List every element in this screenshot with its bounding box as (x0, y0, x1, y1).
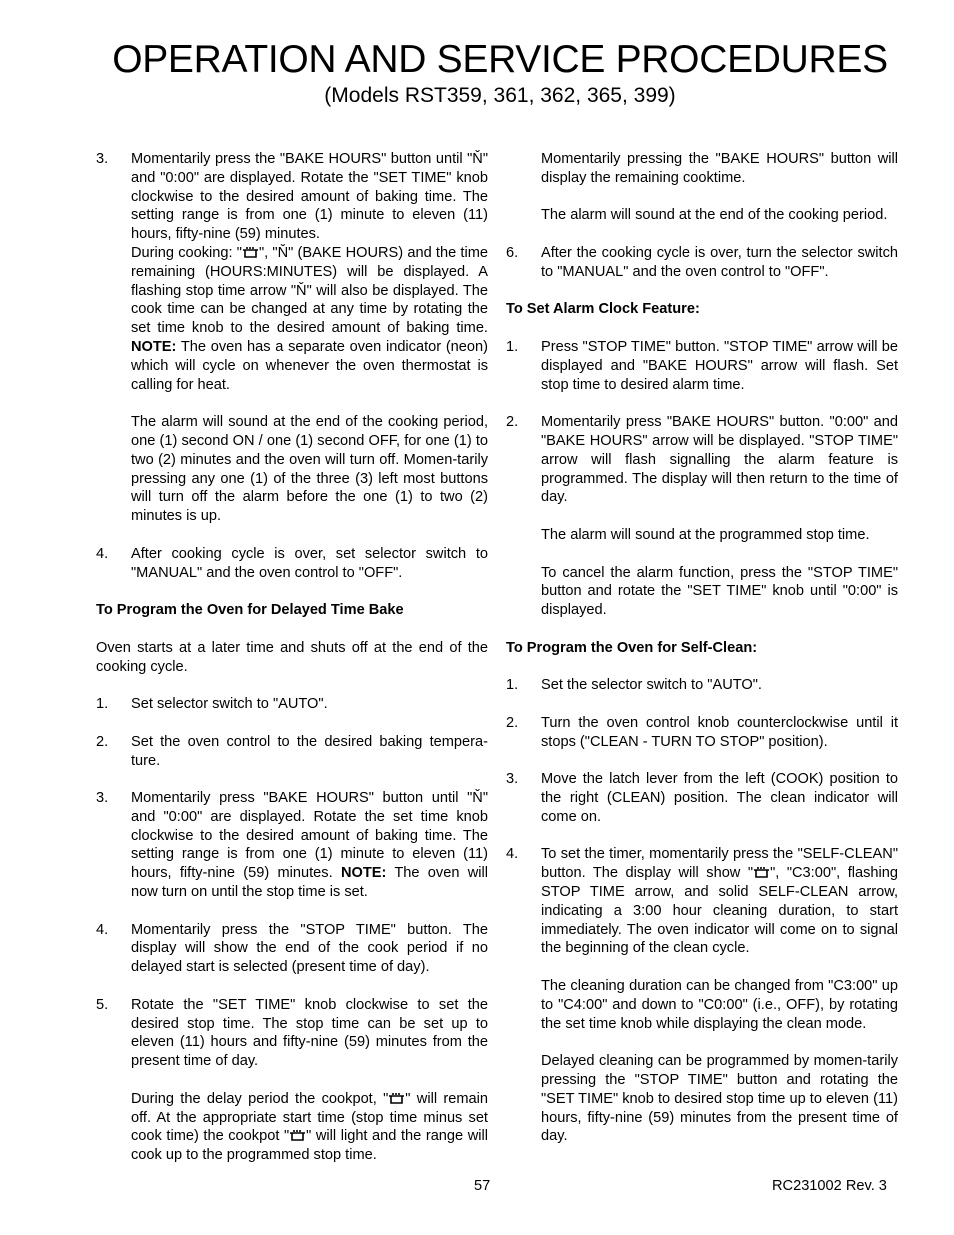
delayed-intro: Oven starts at a later time and shuts off at the end of the cooking cycle. (96, 639, 488, 675)
step-number: 4. (506, 846, 519, 863)
text: To set the timer, momentarily press the "SELF-CLEAN" button. The display will show " (541, 846, 898, 882)
text: During the delay period the cookpot, " (131, 1090, 389, 1107)
clean-step-4 (506, 845, 898, 1146)
revision-code: RC231002 Rev. 3 (772, 1178, 887, 1194)
arrow-symbol: Ň (472, 790, 483, 807)
step-text: Rotate the "SET TIME" knob clockwise to set the desired stop time. The stop time can be set up to eleven (11) hours and fifty-nine (59) minutes from the present time of day. (131, 996, 488, 1070)
arrow-symbol: Ň (277, 244, 289, 261)
step-text: Set the selector switch to "AUTO". (541, 677, 762, 694)
alarm-step-1 (506, 338, 898, 394)
step-text: Delayed cleaning can be programmed by momen-tarily pressing the "STOP TIME" button and rotating the "SET TIME" knob to desired stop time up to eleven (11) hours, fifty-nine (59) minutes from the present time of day. (541, 1053, 898, 1145)
step-text (131, 1090, 488, 1165)
step-text: Set selector switch to "AUTO". (131, 696, 328, 713)
step-number: 1. (506, 677, 519, 694)
cookpot-icon (388, 1092, 405, 1105)
step-3 (96, 150, 488, 526)
step-number: 1. (506, 338, 519, 355)
step-number: 3. (96, 151, 109, 167)
continued-text: The alarm will sound at the end of the cooking period. (541, 207, 888, 224)
arrow-symbol: Ň (296, 282, 307, 299)
step-number: 6. (506, 244, 519, 261)
clean-step-1 (506, 676, 898, 695)
step-number: 2. (506, 714, 519, 731)
step-number: 1. (96, 696, 109, 713)
section-heading-alarm: To Set Alarm Clock Feature: (506, 301, 700, 318)
delayed-step-1 (96, 695, 488, 714)
step-number: 2. (506, 414, 519, 431)
page-subtitle: (Models RST359, 361, 362, 365, 399) (324, 84, 676, 107)
section-heading-delayed-bake: To Program the Oven for Delayed Time Bake (96, 602, 404, 619)
text: During cooking: " (131, 244, 242, 261)
section-heading-self-clean: To Program the Oven for Self-Clean: (506, 639, 758, 656)
step-4 (96, 545, 488, 583)
step-text: To cancel the alarm function, press the "STOP TIME" button and rotate the "SET TIME" knob until "0:00" is displayed. (541, 564, 898, 619)
delayed-step-4 (96, 921, 488, 977)
step-text: The alarm will sound at the programmed stop time. (541, 526, 870, 543)
text: " and "0:00" are displayed. Rotate the "SET TIME" knob clockwise to the desired amount of baking time. The setting range is from one (1) minute to eleven (11) hours, fifty-nine (59) minutes. (131, 151, 488, 243)
text: " will also be displayed. The cook time can be changed at any time by rotating the set time knob to the desired amount of baking time. (131, 282, 488, 337)
text: ", " (258, 244, 278, 261)
note-label: NOTE: (340, 865, 387, 882)
text: The oven will now turn on until the stop time is set. (131, 865, 488, 901)
arrow-symbol: Ň (472, 151, 483, 167)
page-title: OPERATION AND SERVICE PROCEDURES (112, 38, 888, 81)
cookpot-icon (242, 246, 259, 259)
step-number: 3. (96, 790, 109, 807)
text: " will remain off. At the appropriate start time (stop time minus set cook time) the cookpot " (131, 1090, 488, 1145)
text: " (BAKE HOURS) and the time remaining (HOURS:MINUTES) will be displayed. A flashing stop time arrow " (131, 244, 488, 299)
text: The oven has a separate oven indicator (neon) which will cycle on whenever the oven thermostat is calling for heat. (131, 338, 489, 393)
text: ", "C3:00", flashing STOP TIME arrow, and solid SELF-CLEAN arrow, indicating a 3:00 hour cleaning duration, to start immediately. The oven indicator will come on to signal the beginning of the clean cycle. (541, 865, 898, 957)
step-text: Momentarily press the "STOP TIME" button. The display will show the end of the cook period if no delayed start is selected (present time of day). (131, 921, 488, 976)
step-text: Set the oven control to the desired baking tempera-ture. (131, 733, 488, 769)
step-number: 2. (96, 733, 109, 750)
text: " and "0:00" are displayed. Rotate the set time knob clockwise to the desired amount of baking time. The setting range is from one (1) minute to eleven (11) hours, fifty-nine (59) minutes. (131, 790, 488, 882)
step-body (541, 845, 898, 1146)
step-text: The cleaning duration can be changed from "C3:00" up to "C4:00" and down to "C0:00" (i.e., OFF), by rotating the set time knob while displaying the clean mode. (541, 978, 898, 1032)
clean-step-3 (506, 770, 898, 826)
step-number: 4. (96, 545, 109, 562)
cookpot-icon (289, 1129, 306, 1142)
step-body (131, 150, 488, 526)
step-text (131, 789, 488, 902)
step-text: Move the latch lever from the left (COOK) position to the right (CLEAN) position. The clean indicator will come on. (541, 771, 898, 825)
left-column (96, 150, 488, 1184)
alarm-text: The alarm will sound at the end of the cooking period, one (1) second ON / one (1) second OFF, for one (1) to two (2) minutes and the oven will turn off. Momen-tarily pressing any one (1) of the three (3) left most buttons will turn off the alarm before the one (1) to two (2) minutes is up. (131, 414, 488, 525)
text: Momentarily press the "BAKE HOURS" button until " (131, 151, 473, 167)
step-text: Momentarily press "BAKE HOURS" button. "0:00" and "BAKE HOURS" arrow will be displayed. "STOP TIME" arrow will flash signalling the alarm feature is programmed. The display will then return to the time of day. (541, 414, 898, 506)
step-text: Press "STOP TIME" button. "STOP TIME" arrow will be displayed and "BAKE HOURS" arrow will flash. Set stop time to desired alarm time. (541, 338, 898, 393)
step-text (541, 845, 898, 958)
step-number: 3. (506, 771, 519, 788)
step-text (131, 150, 488, 394)
step-body (131, 996, 488, 1165)
alarm-step-2 (506, 413, 898, 620)
step-text: Turn the oven control knob counterclockwise until it stops ("CLEAN - TURN TO STOP" position). (541, 714, 898, 750)
step-text: After the cooking cycle is over, turn the selector switch to "MANUAL" and the oven control to "OFF". (541, 244, 898, 280)
delayed-step-3 (96, 789, 488, 902)
right-column (506, 150, 898, 1165)
continued-text: Momentarily pressing the "BAKE HOURS" button will display the remaining cooktime. (541, 151, 898, 186)
clean-step-2 (506, 714, 898, 752)
cookpot-icon (753, 866, 770, 879)
delayed-step-5 (96, 996, 488, 1165)
page-number: 57 (474, 1178, 491, 1194)
step-number: 4. (96, 921, 109, 938)
step-text: After cooking cycle is over, set selector switch to "MANUAL" and the oven control to "OFF". (131, 545, 488, 581)
delayed-step-2 (96, 733, 488, 771)
step-6 (506, 244, 898, 282)
text: " will light and the range will cook up to the programmed stop time. (131, 1128, 488, 1164)
text: Momentarily press "BAKE HOURS" button until " (131, 790, 473, 807)
note-label: NOTE: (131, 338, 177, 355)
step-body (541, 413, 898, 620)
step-number: 5. (96, 996, 109, 1013)
